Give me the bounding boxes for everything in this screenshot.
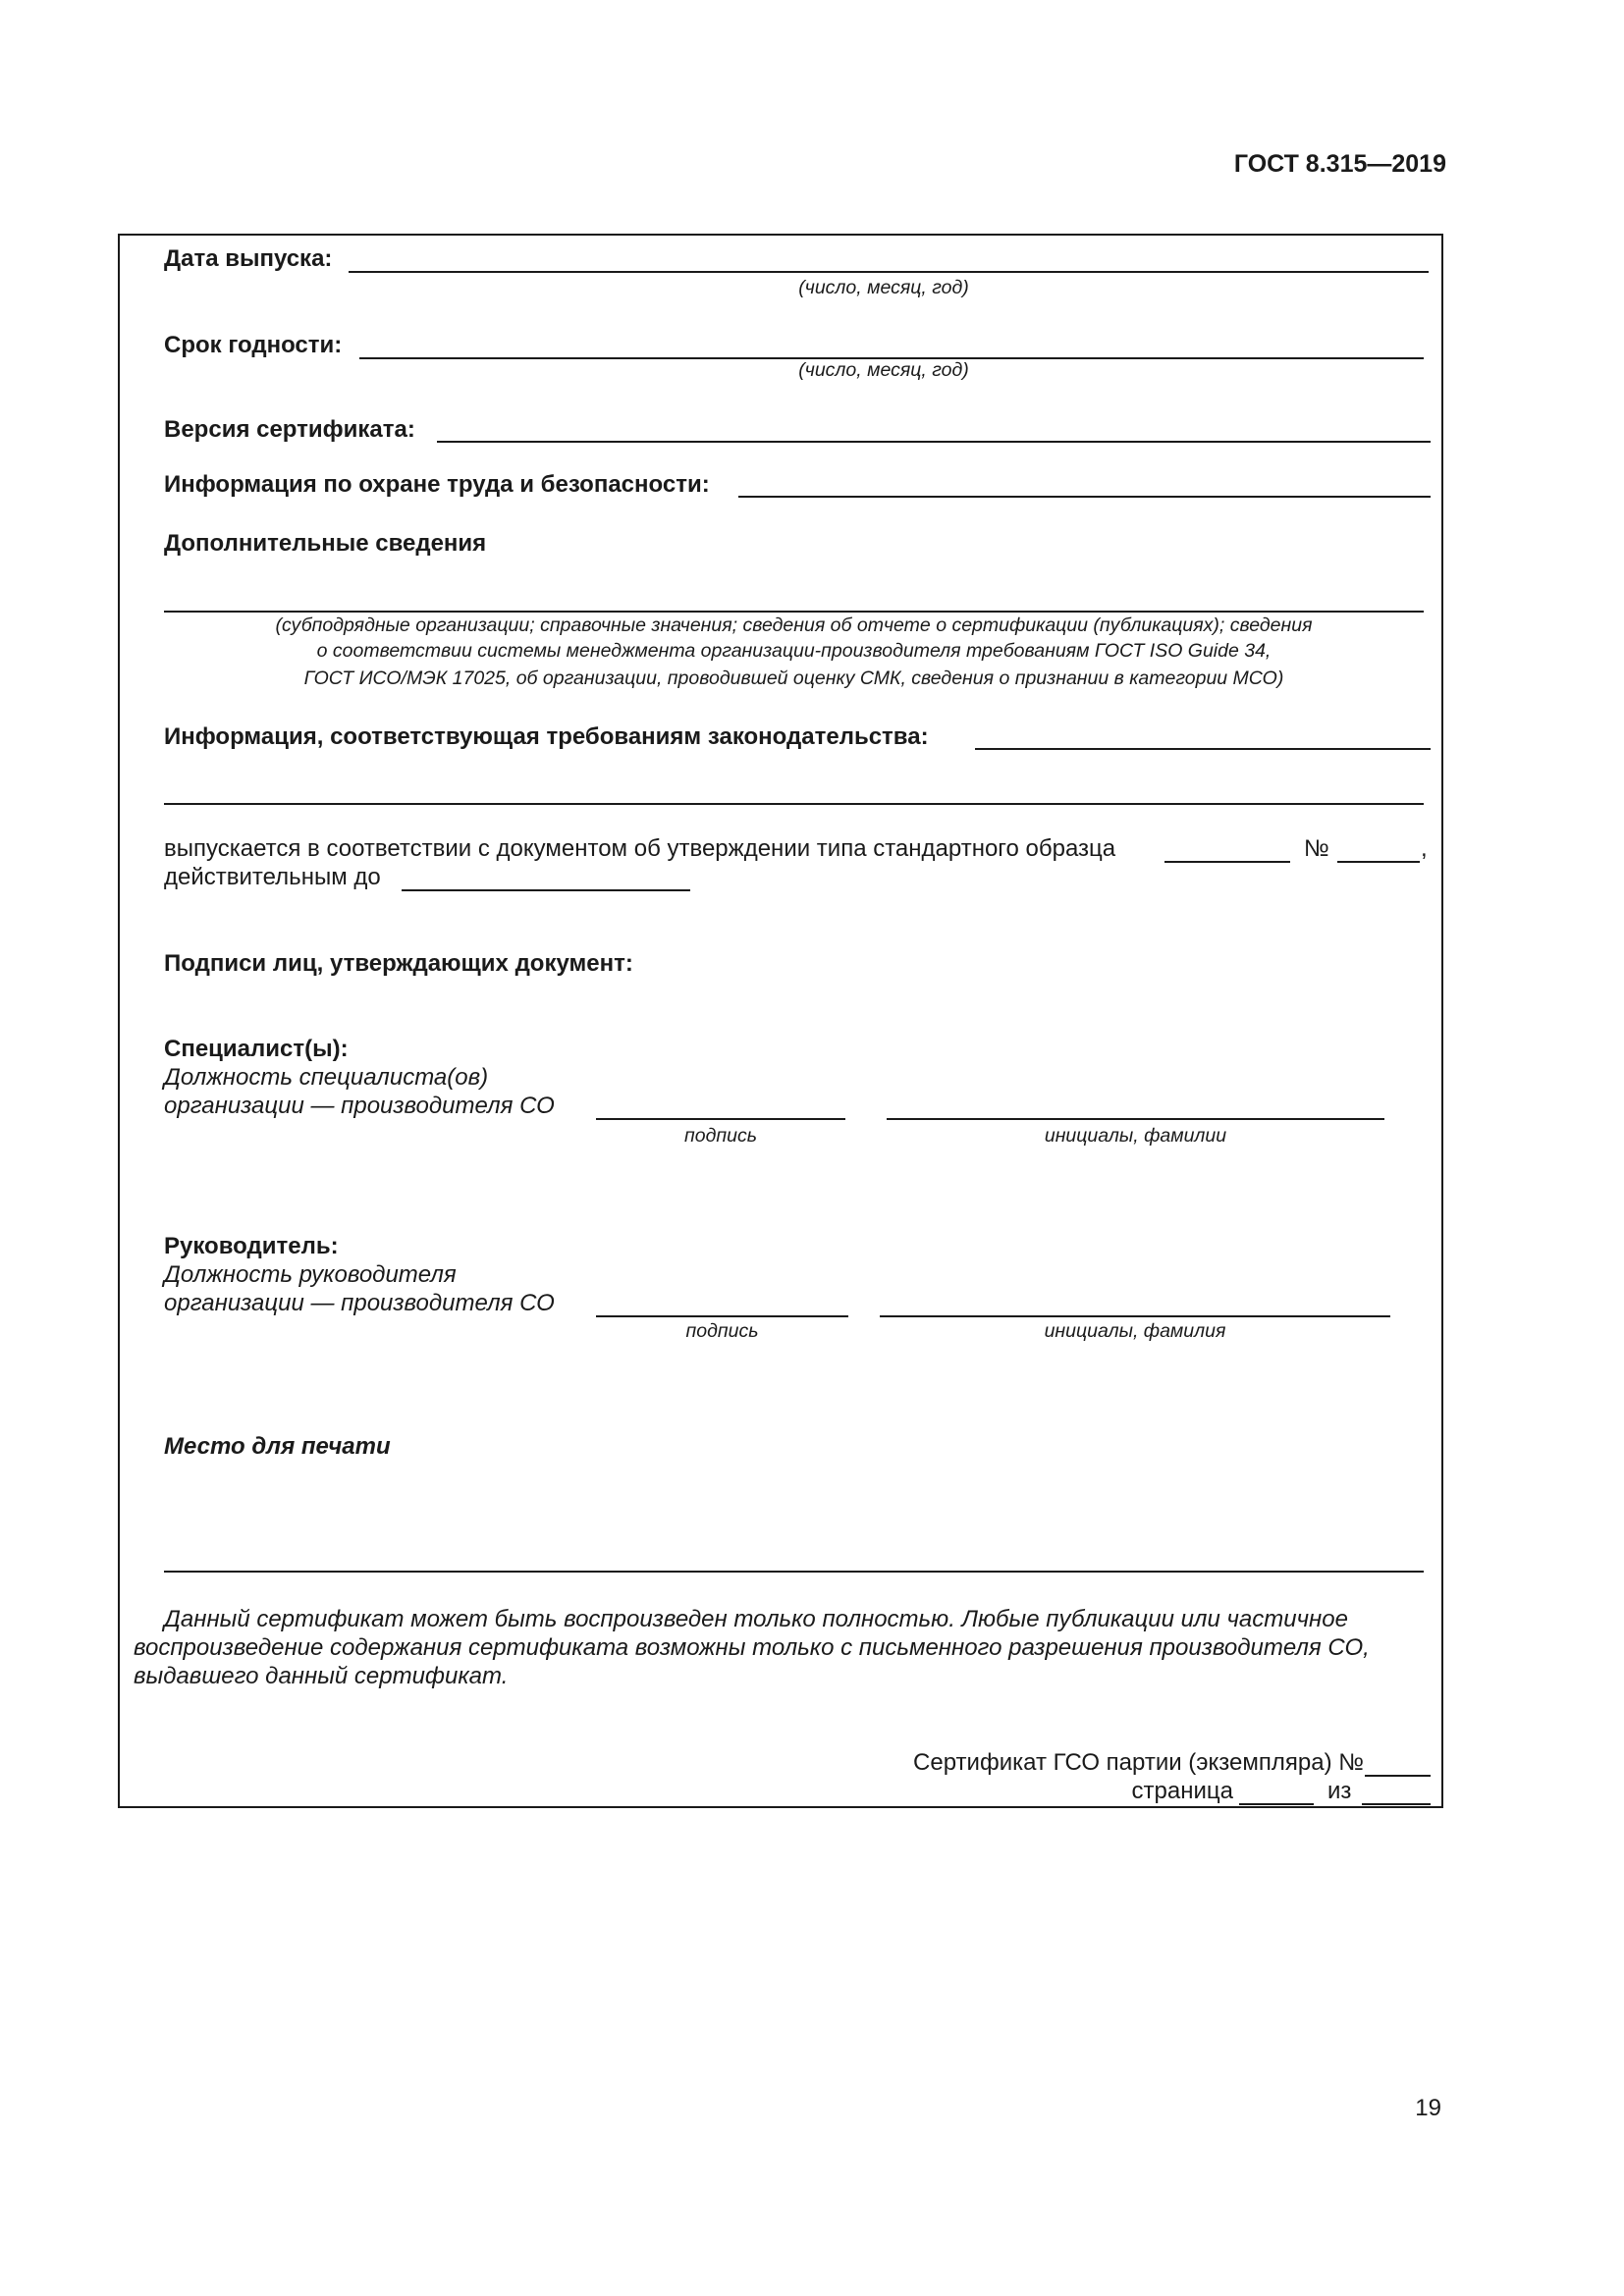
valid-until-text: действительным до xyxy=(164,864,381,890)
issue-date-field[interactable] xyxy=(349,271,1429,273)
safety-field[interactable] xyxy=(738,496,1431,498)
specialist-signature-hint: подпись xyxy=(684,1125,757,1147)
specialist-position-line2: организации — производителя СО xyxy=(164,1093,555,1119)
issuance-text: выпускается в соответствии с документом об утверждении типа стандартного образца xyxy=(164,835,1116,862)
expiry-label: Срок годности: xyxy=(164,332,343,358)
valid-until-field[interactable] xyxy=(402,889,690,891)
of-label: из xyxy=(1327,1778,1352,1804)
certificate-number-label: Сертификат ГСО партии (экземпляра) № xyxy=(913,1749,1364,1776)
expiry-hint: (число, месяц, год) xyxy=(798,359,969,381)
version-field[interactable] xyxy=(437,441,1431,443)
page-number: 19 xyxy=(1415,2095,1441,2121)
additional-hint-line1: (субподрядные организации; справочные значения; сведения об отчете о сертификации (публикациях); сведения xyxy=(275,614,1313,636)
notice-line2: воспроизведение содержания сертификата возможны только с письменного разрешения производителя СО, xyxy=(134,1634,1370,1661)
signatures-title: Подписи лиц, утверждающих документ: xyxy=(164,950,633,977)
issue-date-label: Дата выпуска: xyxy=(164,245,333,272)
specialist-heading: Специалист(ы): xyxy=(164,1036,349,1062)
specialist-name-field[interactable] xyxy=(887,1118,1384,1120)
head-position-line1: Должность руководителя xyxy=(164,1261,457,1288)
specialist-signature-field[interactable] xyxy=(596,1118,845,1120)
page-label: страница xyxy=(1131,1778,1233,1804)
document-code: ГОСТ 8.315—2019 xyxy=(1233,150,1446,178)
additional-label: Дополнительные сведения xyxy=(164,530,487,557)
notice-line3: выдавшего данный сертификат. xyxy=(134,1663,509,1689)
specialist-position-line1: Должность специалиста(ов) xyxy=(164,1064,489,1091)
legal-info-field[interactable] xyxy=(975,748,1431,750)
head-heading: Руководитель: xyxy=(164,1233,339,1259)
head-name-field[interactable] xyxy=(880,1315,1390,1317)
version-label: Версия сертификата: xyxy=(164,416,415,443)
certificate-number-field[interactable] xyxy=(1365,1775,1431,1777)
notice-line1: Данный сертификат может быть воспроизведен только полностью. Любые публикации или частичное xyxy=(164,1606,1348,1632)
head-signature-hint: подпись xyxy=(685,1320,759,1342)
legal-info-field-continuation[interactable] xyxy=(164,803,1424,805)
additional-hint-line3: ГОСТ ИСО/МЭК 17025, об организации, проводившей оценку СМК, сведения о признании в категории МСО) xyxy=(303,667,1284,689)
approval-document-field[interactable] xyxy=(1164,861,1290,863)
issue-date-hint: (число, месяц, год) xyxy=(798,277,969,298)
page-current-field[interactable] xyxy=(1239,1803,1314,1805)
stamp-place-label: Место для печати xyxy=(164,1433,391,1460)
approval-number-field[interactable] xyxy=(1337,861,1420,863)
number-sign: № xyxy=(1304,835,1329,862)
legal-info-label: Информация, соответствующая требованиям законодательства: xyxy=(164,723,929,750)
additional-field[interactable] xyxy=(164,611,1424,613)
safety-label: Информация по охране труда и безопасности: xyxy=(164,471,710,498)
issuance-comma: , xyxy=(1421,835,1428,862)
page-total-field[interactable] xyxy=(1362,1803,1431,1805)
stamp-divider xyxy=(164,1571,1424,1573)
head-position-line2: организации — производителя СО xyxy=(164,1290,555,1316)
specialist-name-hint: инициалы, фамилии xyxy=(1044,1125,1227,1147)
head-name-hint: инициалы, фамилия xyxy=(1044,1320,1226,1342)
head-signature-field[interactable] xyxy=(596,1315,848,1317)
additional-hint-line2: о соответствии системы менеджмента организации-производителя требованиям ГОСТ ISO Guide 34, xyxy=(316,640,1272,662)
